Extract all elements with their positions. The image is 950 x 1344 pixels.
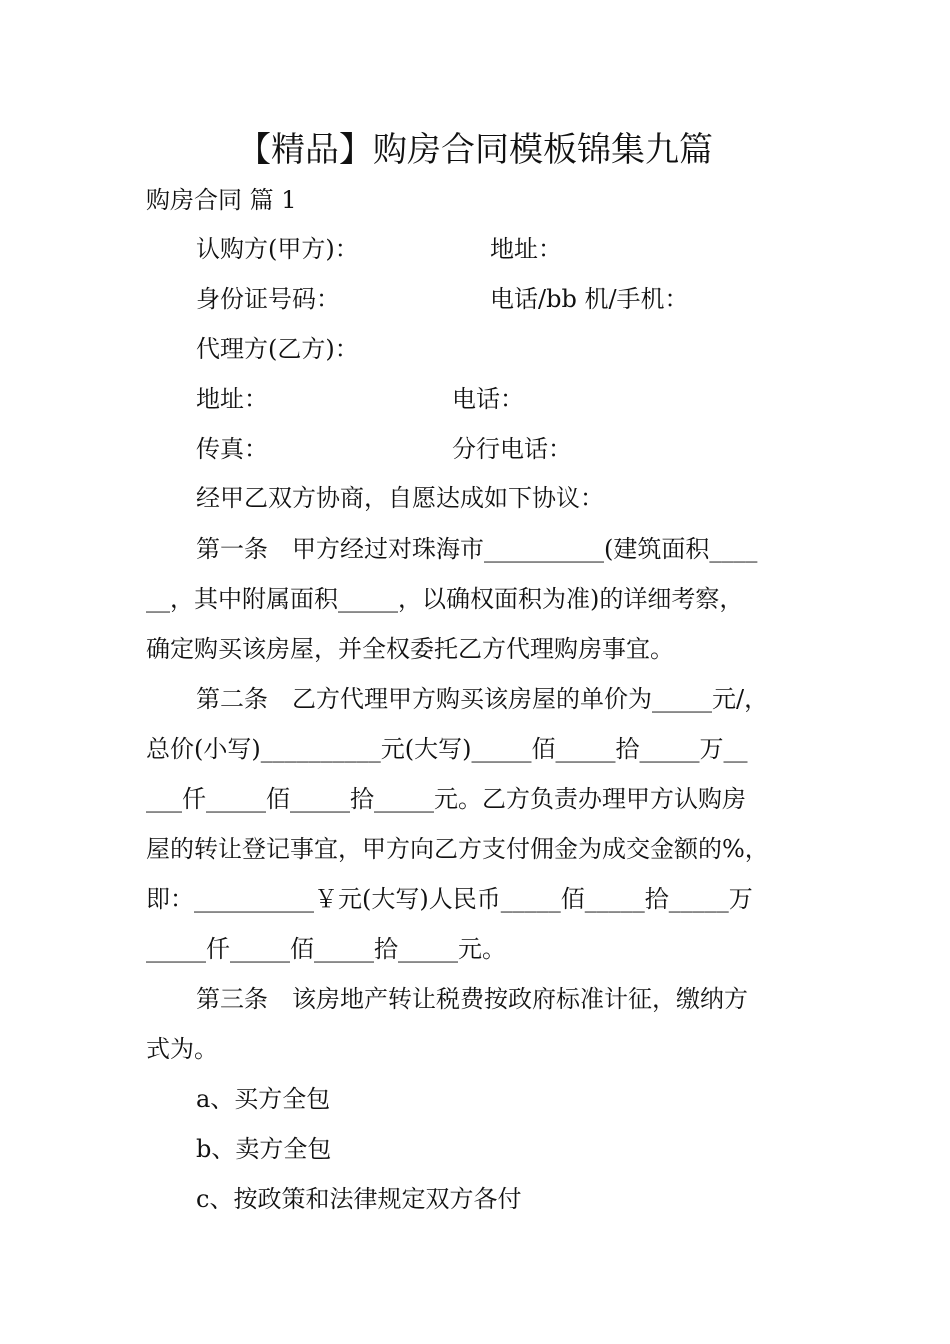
option-item: b、卖方全包	[196, 1135, 332, 1163]
article2-line: _____仟_____佰_____拾_____元。	[146, 935, 506, 963]
article2-line: 屋的转让登记事宜，甲方向乙方支付佣金为成交金额的%，	[146, 835, 769, 863]
article3-line: 式为。	[146, 1035, 218, 1063]
option-item: a、买方全包	[196, 1085, 331, 1113]
article2-line: 即：__________￥元(大写)人民币_____佰_____拾_____万	[146, 885, 753, 913]
id-number-label: 身份证号码：	[196, 285, 340, 313]
fax-label: 传真：	[196, 435, 268, 463]
article2-line: 第二条 乙方代理甲方购买该房屋的单价为_____元/，	[196, 685, 769, 713]
document-title: 【精品】购房合同模板锦集九篇	[237, 130, 713, 170]
agent-address-label: 地址：	[196, 385, 268, 413]
article1-line: 第一条 甲方经过对珠海市__________(建筑面积____	[196, 535, 758, 563]
article2-line: 总价(小写)__________元(大写)_____佰_____拾_____万__	[146, 735, 748, 763]
phone-mobile-label: 电话/bb 机/手机：	[490, 285, 689, 313]
agent-label: 代理方(乙方)：	[196, 335, 359, 363]
option-item: c、按政策和法律规定双方各付	[196, 1185, 522, 1213]
article1-line: 确定购买该房屋，并全权委托乙方代理购房事宜。	[146, 635, 674, 663]
article2-line: ___仟_____佰_____拾_____元。乙方负责办理甲方认购房	[146, 785, 746, 813]
article1-line: __，其中附属面积_____，以确权面积为准)的详细考察，	[146, 585, 744, 613]
article3-line: 第三条 该房地产转让税费按政府标准计征，缴纳方	[196, 985, 748, 1013]
branch-phone-label: 分行电话：	[452, 435, 572, 463]
contract-subtitle: 购房合同 篇 1	[146, 186, 297, 214]
buyer-address-label: 地址：	[490, 235, 562, 263]
buyer-label: 认购方(甲方)：	[196, 235, 359, 263]
agent-phone-label: 电话：	[452, 385, 524, 413]
agreement-intro: 经甲乙双方协商，自愿达成如下协议：	[196, 484, 604, 512]
